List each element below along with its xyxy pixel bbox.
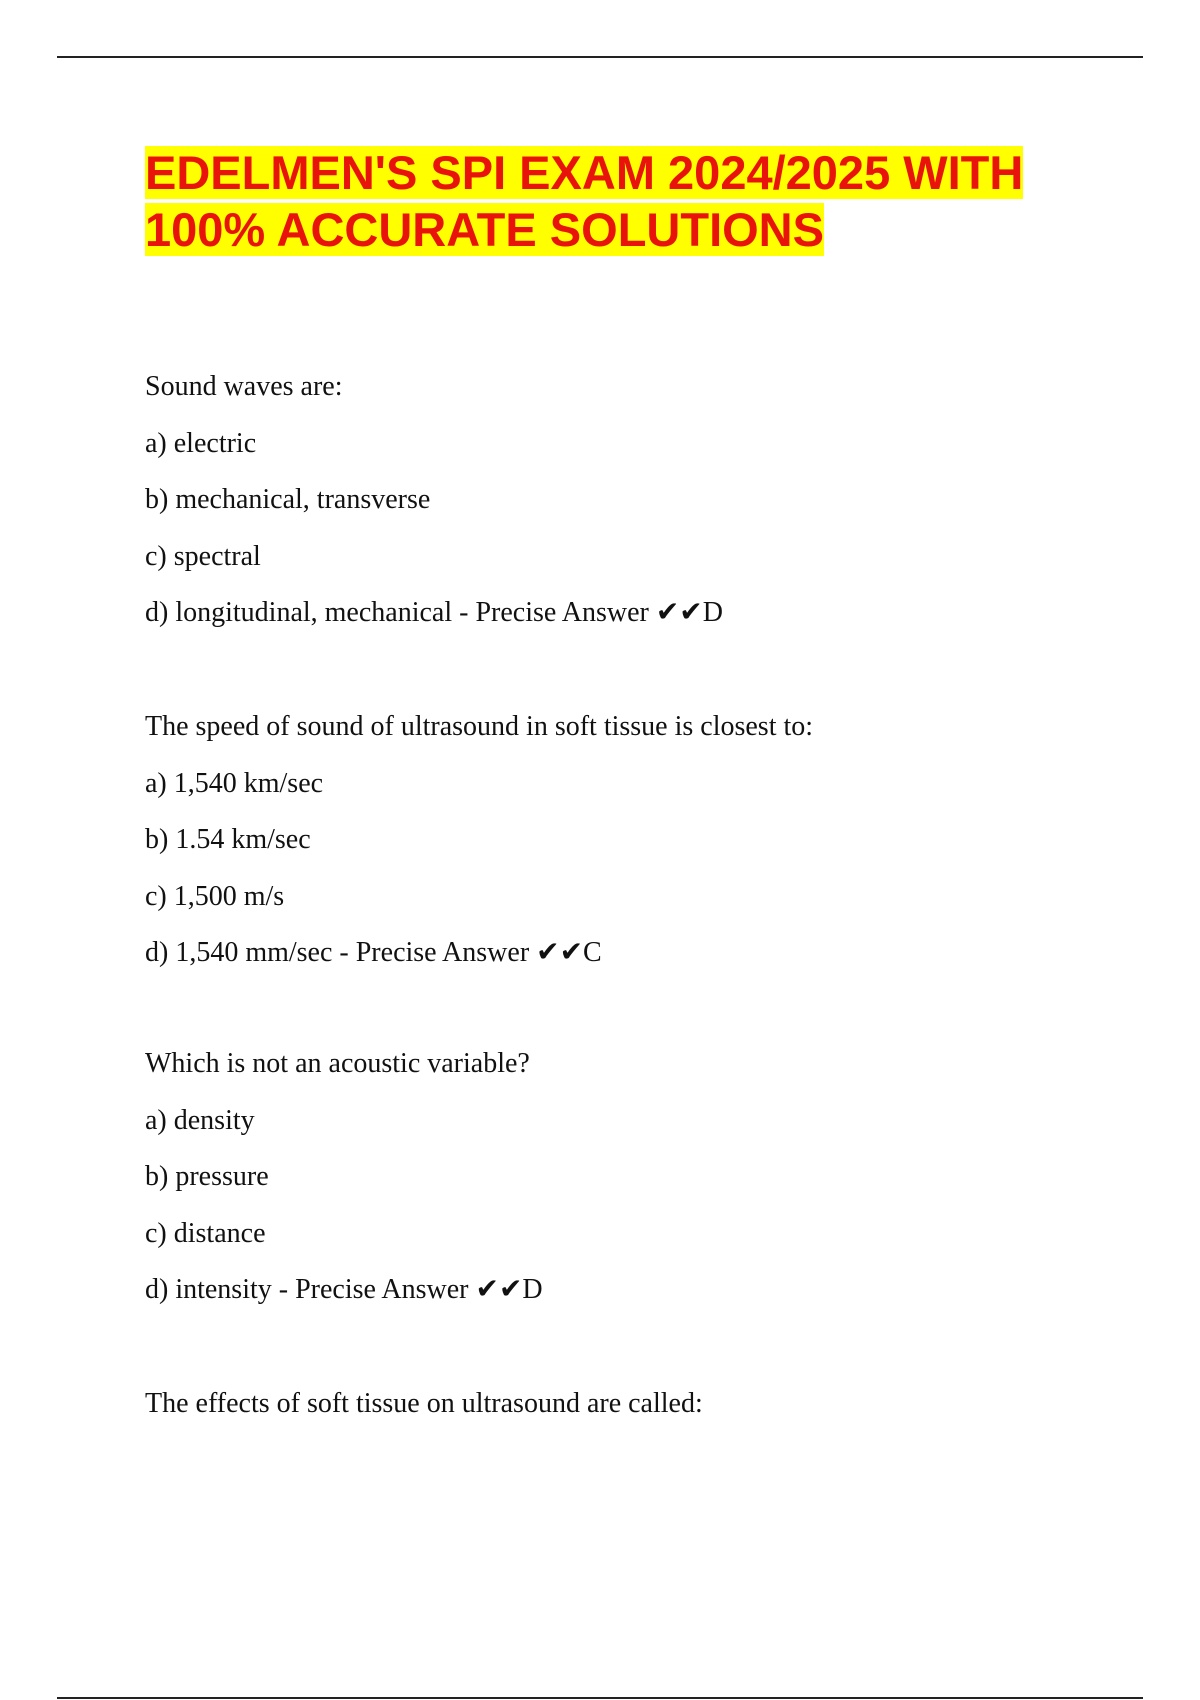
option: c) 1,500 m/s — [145, 880, 285, 912]
option: b) mechanical, transverse — [145, 484, 431, 515]
question-1 — [145, 359, 723, 642]
option: c) spectral — [145, 540, 261, 572]
header-rule — [57, 56, 1143, 58]
question-3 — [145, 1036, 543, 1319]
question-text: The speed of sound of ultrasound in soft tissue is closest to: — [145, 711, 814, 742]
question-text: Which is not an acoustic variable? — [145, 1048, 530, 1079]
option: b) 1.54 km/sec — [145, 824, 311, 855]
question-text: The effects of soft tissue on ultrasound are called: — [145, 1388, 703, 1419]
question-2 — [145, 699, 813, 982]
option: a) density — [145, 1104, 255, 1136]
option: c) distance — [145, 1217, 266, 1249]
option: a) electric — [145, 427, 257, 459]
option-answer: d) intensity - Precise Answer ✔✔D — [145, 1274, 543, 1305]
footer-rule — [57, 1697, 1143, 1699]
question-text: Sound waves are: — [145, 371, 343, 402]
page-title — [145, 144, 1065, 258]
option-answer: d) 1,540 mm/sec - Precise Answer ✔✔C — [145, 937, 602, 968]
option-answer: d) longitudinal, mechanical - Precise Answer ✔✔D — [145, 597, 723, 628]
option: a) 1,540 km/sec — [145, 767, 324, 799]
title-text: EDELMEN'S SPI EXAM 2024/2025 WITH 100% ACCURATE SOLUTIONS — [145, 146, 1024, 256]
option: b) pressure — [145, 1161, 269, 1192]
question-4 — [145, 1376, 703, 1433]
